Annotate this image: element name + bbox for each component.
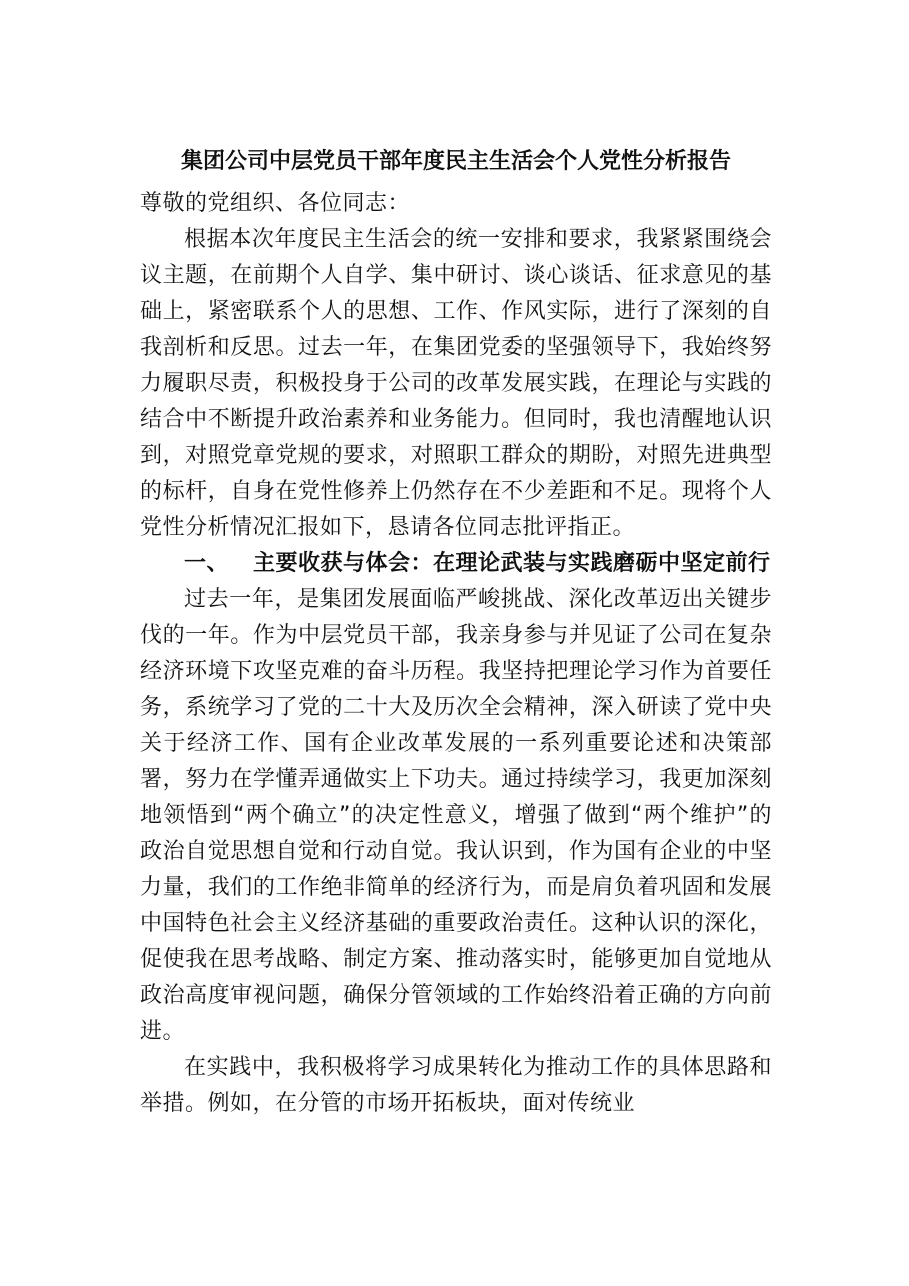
document-title: 集团公司中层党员干部年度民主生活会个人党性分析报告 [180, 148, 731, 174]
salutation: 尊敬的党组织、各位同志： [140, 191, 411, 216]
section-heading-text: 主要收获与体会：在理论武装与实践磨砺中坚定前行 [253, 551, 771, 576]
body-paragraph: 在实践中，我积极将学习成果转化为推动工作的具体思路和举措。例如，在分管的市场开拓板块，面对传统业 [140, 1055, 772, 1116]
document-body [140, 186, 772, 1122]
section-number: 一、 [184, 551, 230, 576]
body-paragraph: 过去一年，是集团发展面临严峻挑战、深化改革迈出关键步伐的一年。作为中层党员干部，我亲身参与并见证了公司在复杂经济环境下攻坚克难的奋斗历程。我坚持把理论学习作为首要任务，系统学习了党的二十大及历次全会精神，深入研读了党中央关于经济工作、国有企业改革发展的一系列重要论述和决策部署，努力在学懂弄通做实上下功夫。通过持续学习，我更加深刻地领悟到“两个确立”的决定性意义，增强了做到“两个维护”的政治自觉思想自觉和行动自觉。我认识到，作为国有企业的中坚力量，我们的工作绝非简单的经济行为，而是肩负着巩固和发展中国特色社会主义经济基础的重要政治责任。这种认识的深化，促使我在思考战略、制定方案、推动落实时，能够更加自觉地从政治高度审视问题，确保分管领域的工作始终沿着正确的方向前进。 [140, 587, 772, 1044]
section-heading [140, 546, 772, 582]
intro-paragraph: 根据本次年度民主生活会的统一安排和要求，我紧紧围绕会议主题，在前期个人自学、集中研讨、谈心谈话、征求意见的基础上，紧密联系个人的思想、工作、作风实际，进行了深刻的自我剖析和反思。过去一年，在集团党委的坚强领导下，我始终努力履职尽责，积极投身于公司的改革发展实践，在理论与实践的结合中不断提升政治素养和业务能力。但同时，我也清醒地认识到，对照党章党规的要求，对照职工群众的期盼，对照先进典型的标杆，自身在党性修养上仍然存在不少差距和不足。现将个人党性分析情况汇报如下，恳请各位同志批评指正。 [140, 227, 772, 540]
